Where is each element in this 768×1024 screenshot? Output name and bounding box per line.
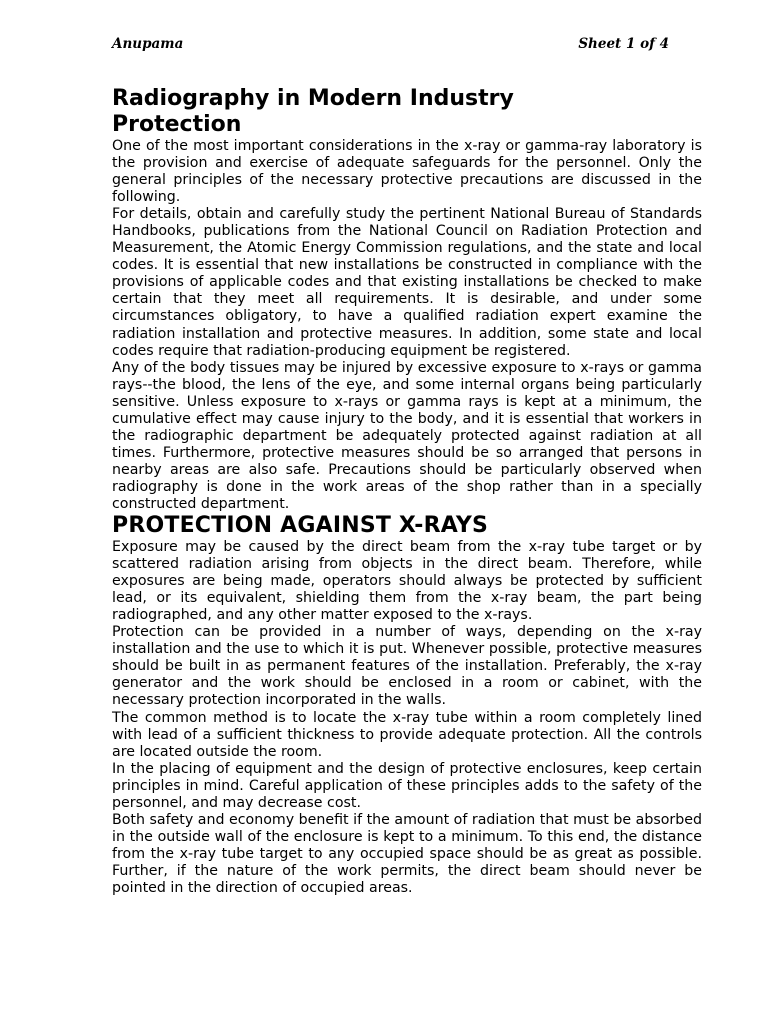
section-heading-xrays: PROTECTION AGAINST X-RAYS: [112, 513, 489, 539]
paragraph: The common method is to locate the x-ray tube within a room completely lined with lead of a sufficient thickness to provide adequate protection. All the controls are located outside the room.: [112, 709, 702, 760]
paragraph: One of the most important considerations in the x-ray or gamma-ray laboratory is the provision and exercise of adequate safeguards for the personnel. Only the general principles of the necessary protective precautions are discussed in the following.: [112, 138, 702, 206]
section-heading-protection: Protection: [112, 112, 242, 137]
document-body: [112, 86, 702, 897]
paragraph: Any of the body tissues may be injured by excessive exposure to x-rays or gamma rays--the blood, the lens of the eye, and some internal organs being particularly sensitive. Unless exposure to x-rays or gamma rays is kept at a minimum, the cumulative effect may cause injury to the body, and it is essential that workers in the radiographic department be adequately protected against radiation at all times. Furthermore, protective measures should be so arranged that persons in nearby areas are also safe. Precautions should be particularly observed when radiography is done in the work areas of the shop rather than in a specially constructed department.: [112, 359, 702, 512]
paragraph: Protection can be provided in a number of ways, depending on the x-ray installation and the use to which it is put. Whenever possible, protective measures should be built in as permanent features of the installation. Preferably, the x-ray generator and the work should be enclosed in a room or cabinet, with the necessary protection incorporated in the walls.: [112, 624, 702, 709]
header-author: Anupama: [112, 36, 184, 52]
paragraph: In the placing of equipment and the design of protective enclosures, keep certain principles in mind. Careful application of these principles adds to the safety of the personnel, and may decrease cost.: [112, 760, 702, 811]
document-title: Radiography in Modern Industry: [112, 86, 514, 111]
paragraph: Exposure may be caused by the direct beam from the x-ray tube target or by scattered radiation arising from objects in the direct beam. Therefore, while exposures are being made, operators should always be protected by sufficient lead, or its equivalent, shielding them from the x-ray beam, the part being radiographed, and any other matter exposed to the x-rays.: [112, 539, 702, 624]
paragraph: For details, obtain and carefully study the pertinent National Bureau of Standards Handbooks, publications from the National Council on Radiation Protection and Measurement, the Atomic Energy Commission regulations, and the state and local codes. It is essential that new installations be constructed in compliance with the provisions of applicable codes and that existing installations be checked to make certain that they meet all requirements. It is desirable, and under some circumstances obligatory, to have a qualified radiation expert examine the radiation installation and protective measures. In addition, some state and local codes require that radiation-producing equipment be registered.: [112, 206, 702, 359]
header-sheet-number: Sheet 1 of 4: [578, 36, 669, 52]
paragraph: Both safety and economy benefit if the amount of radiation that must be absorbed in the outside wall of the enclosure is kept to a minimum. To this end, the distance from the x-ray tube target to any occupied space should be as great as possible. Further, if the nature of the work permits, the direct beam should never be pointed in the direction of occupied areas.: [112, 811, 702, 896]
